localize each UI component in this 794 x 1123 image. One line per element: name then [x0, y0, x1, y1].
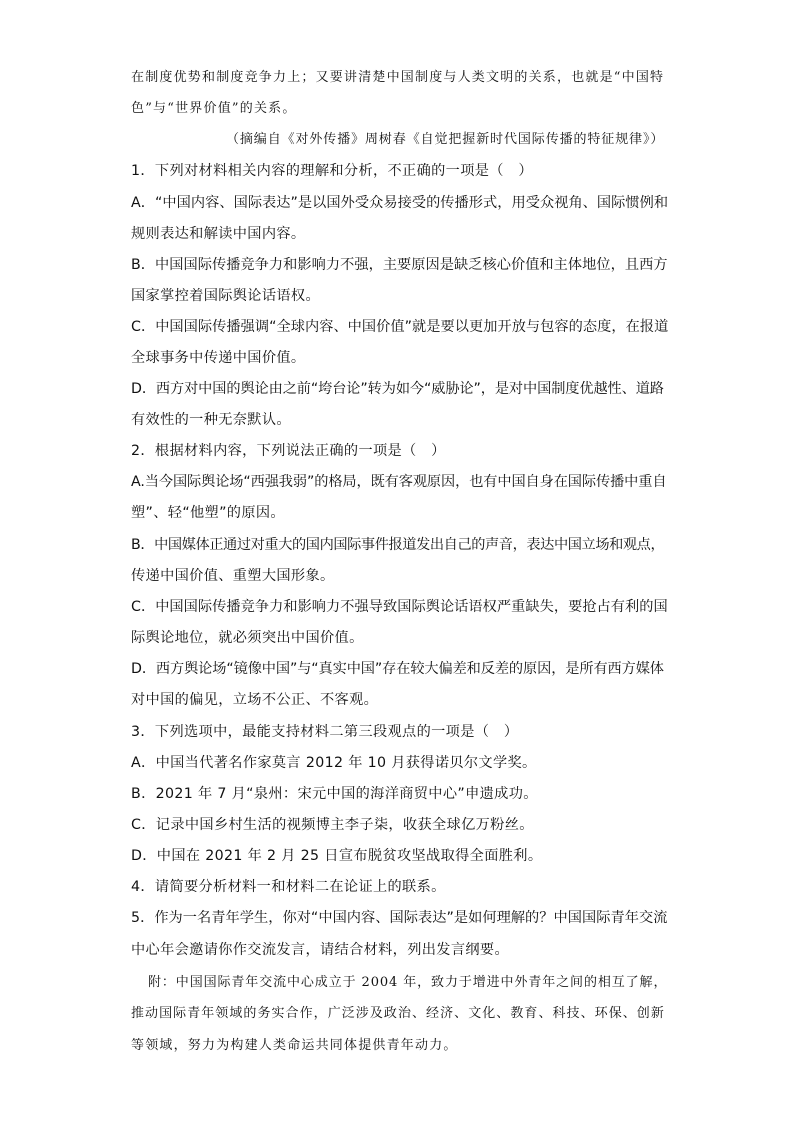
question-1-option-c-line-1: C．中国国际传播强调“全球内容、中国价值”就是要以更加开放与包容的态度，在报道 [131, 319, 669, 335]
question-2-option-c-line-1: C．中国国际传播竞争力和影响力不强导致国际舆论话语权严重缺失，要抢占有利的国 [131, 599, 668, 615]
appendix-line-2: 推动国际青年领域的务实合作，广泛涉及政治、经济、文化、教育、科技、环保、创新 [131, 1006, 665, 1021]
appendix-line-3: 等领域，努力为构建人类命运共同体提供青年动力。 [131, 1038, 458, 1053]
question-1-option-d-line-2: 有效性的一种无奈默认。 [131, 412, 291, 428]
question-3-option-d: D．中国在 2021 年 2 月 25 日宣布脱贫攻坚战取得全面胜利。 [131, 848, 543, 864]
appendix-line-1: 附：中国国际青年交流中心成立于 2004 年，致力于增进中外青年之间的相互了解， [148, 975, 668, 990]
passage-line-1: 在制度优势和制度竞争力上；又要讲清楚中国制度与人类文明的关系，也就是“中国特 [131, 70, 665, 85]
question-3-option-c: C．记录中国乡村生活的视频博主李子柒，收获全球亿万粉丝。 [131, 817, 534, 833]
question-2-option-a-line-2: 塑”、轻“他塑”的原因。 [131, 505, 285, 521]
question-2-option-d-line-2: 对中国的偏见，立场不公正、不客观。 [131, 692, 379, 708]
question-1-option-b-line-1: B．中国国际传播竞争力和影响力不强，主要原因是缺乏核心价值和主体地位，且西方 [131, 257, 668, 273]
question-3-stem: 3．下列选项中，最能支持材料二第三段观点的一项是（ ） [131, 724, 519, 740]
question-3-option-a: A．中国当代著名作家莫言 2012 年 10 月获得诺贝尔文学奖。 [131, 755, 537, 771]
passage-line-2: 色”与“世界价值”的关系。 [131, 101, 297, 116]
question-1-option-c-line-2: 全球事务中传递中国价值。 [131, 350, 306, 366]
question-3-option-b: B．2021 年 7 月“泉州：宋元中国的海洋商贸中心”申遗成功。 [131, 786, 538, 802]
question-1-stem: 1．下列对材料相关内容的理解和分析，不正确的一项是（ ） [131, 163, 533, 179]
question-2-option-b-line-2: 传递中国价值、重塑大国形象。 [131, 568, 335, 584]
question-5-stem-line-1: 5．作为一名青年学生，你对“中国内容、国际表达”是如何理解的？中国国际青年交流 [131, 910, 668, 926]
question-1-option-d-line-1: D．西方对中国的舆论由之前“垮台论”转为如今“威胁论”，是对中国制度优越性、道路 [131, 381, 664, 397]
question-2-stem: 2．根据材料内容，下列说法正确的一项是（ ） [131, 443, 446, 459]
question-4-stem: 4．请简要分析材料一和材料二在论证上的联系。 [131, 879, 446, 895]
question-2-option-c-line-2: 际舆论地位，就必须突出中国价值。 [131, 630, 364, 646]
question-1-option-a-line-2: 规则表达和解读中国内容。 [131, 226, 306, 242]
question-1-option-b-line-2: 国家掌控着国际舆论话语权。 [131, 288, 320, 304]
question-2-option-b-line-1: B．中国媒体正通过对重大的国内国际事件报道发出自己的声音，表达中国立场和观点， [131, 537, 665, 553]
question-5-stem-line-2: 中心年会邀请你作交流发言，请结合材料，列出发言纲要。 [131, 942, 509, 958]
passage-source: （摘编自《对外传播》周树春《自觉把握新时代国际传播的特征规律》） [226, 132, 665, 147]
question-1-option-a-line-1: A．“中国内容、国际表达”是以国外受众易接受的传播形式，用受众视角、国际惯例和 [131, 195, 669, 211]
question-2-option-a-line-1: A.当今国际舆论场“西强我弱”的格局，既有客观原因，也有中国自身在国际传播中重自 [131, 474, 667, 490]
question-2-option-d-line-1: D．西方舆论场“镜像中国”与“真实中国”存在较大偏差和反差的原因，是所有西方媒体 [131, 661, 664, 677]
